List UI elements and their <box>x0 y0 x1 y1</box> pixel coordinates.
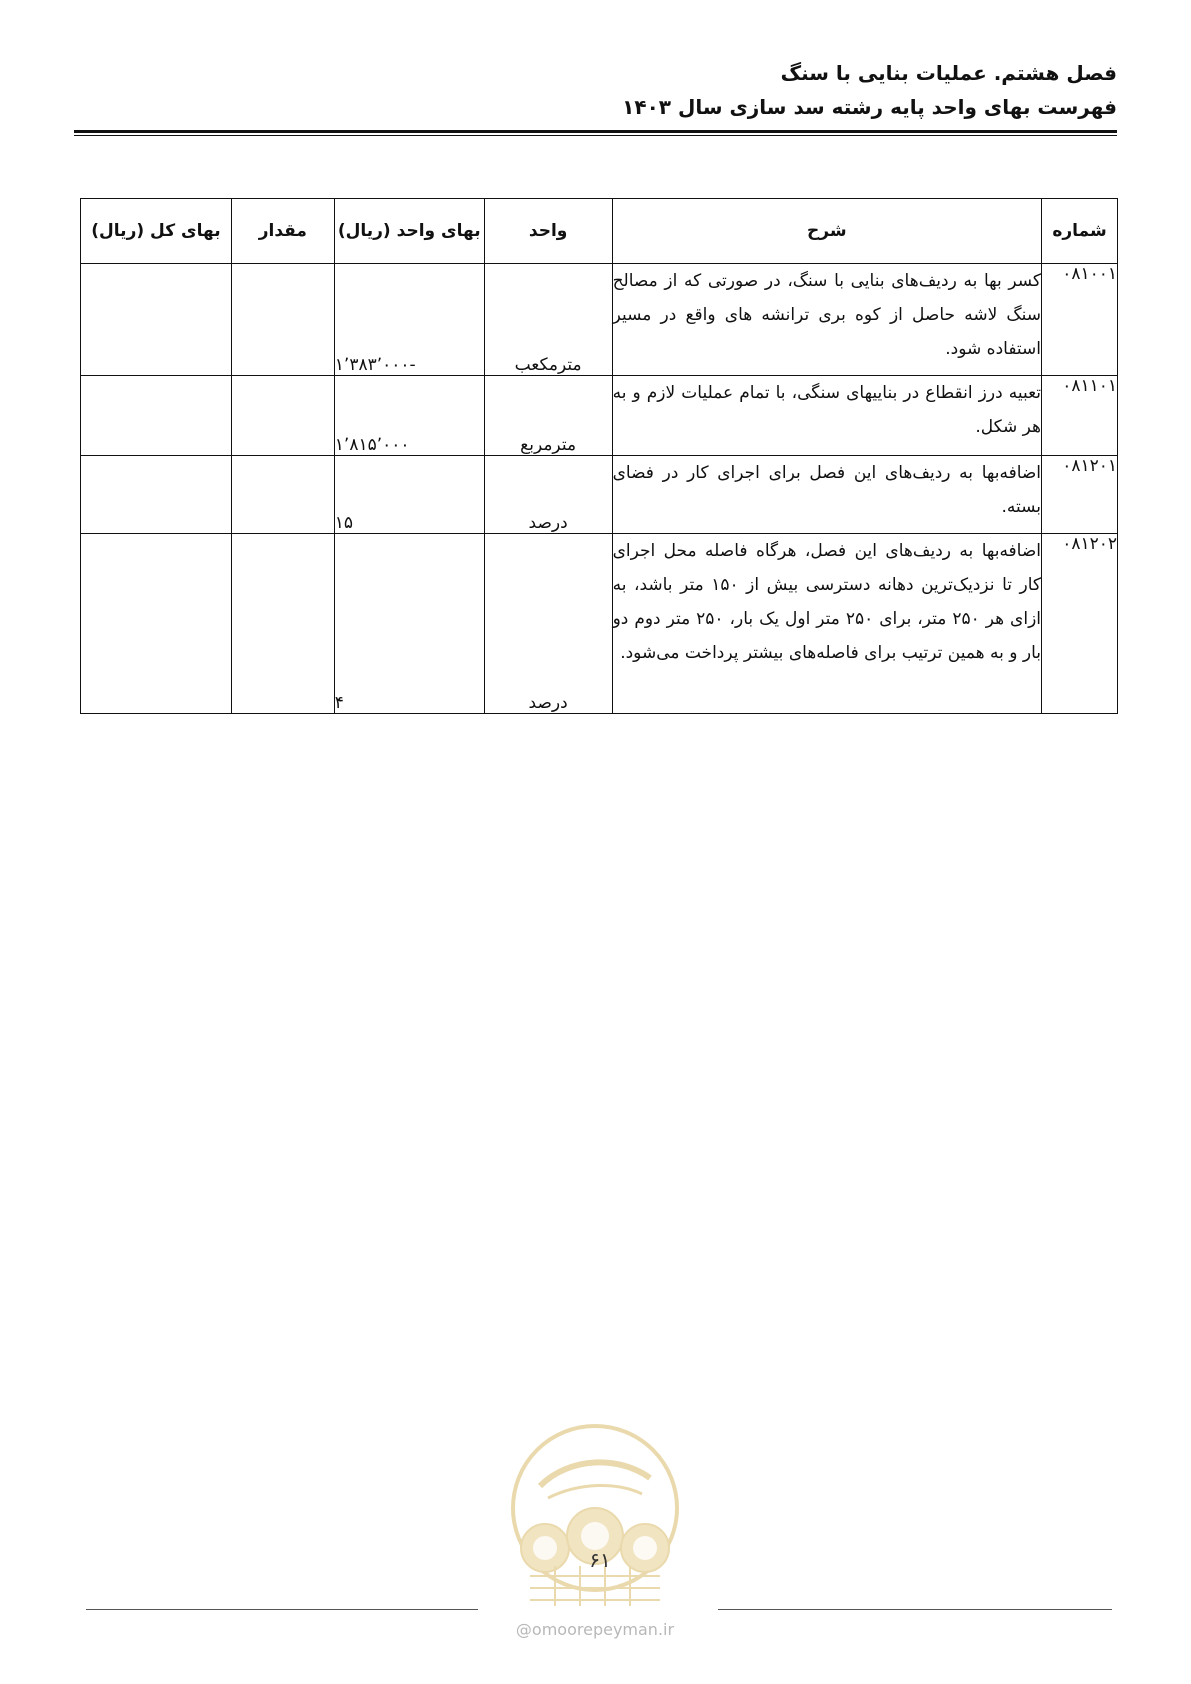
column-header-description: شرح <box>612 199 1041 264</box>
footer-rule-left <box>86 1609 478 1610</box>
row-number: ۰۸۱۲۰۱ <box>1042 456 1118 534</box>
table-row <box>81 376 1118 456</box>
column-header-unit: واحد <box>484 199 612 264</box>
row-total-price <box>81 534 232 714</box>
page-header <box>74 56 1117 136</box>
row-description: اضافه‌بها به ردیف‌های این فصل برای اجرای کار در فضای بسته. <box>612 456 1041 534</box>
header-rule-thin <box>74 135 1117 136</box>
row-number: ۰۸۱۲۰۲ <box>1042 534 1118 714</box>
row-unit-price: ۱٬۸۱۵٬۰۰۰ <box>334 376 484 456</box>
price-list-table <box>80 198 1118 714</box>
row-description: کسر بها به ردیف‌های بنایی با سنگ، در صورتی که از مصالح سنگ لاشه حاصل از کوه بری ترانشه های واقع در مسیر استفاده شود. <box>612 264 1041 376</box>
header-rule-thick <box>74 130 1117 133</box>
omoorepeyman-logo-icon <box>500 1416 690 1616</box>
row-description: اضافه‌بها به ردیف‌های این فصل، هرگاه فاصله محل اجرای کار تا نزدیک‌ترین دهانه دسترسی بیش از ۱۵۰ متر باشد، به ازای هر ۲۵۰ متر، برای ۲۵۰ متر اول یک بار، ۲۵۰ متر دوم دو بار و به همین ترتیب برای فاصله‌های بیشتر پرداخت می‌شود. <box>612 534 1041 714</box>
row-total-price <box>81 456 232 534</box>
page-number: ۶۱ <box>589 1548 611 1572</box>
row-number: ۰۸۱۰۰۱ <box>1042 264 1118 376</box>
website-url: @omoorepeyman.ir <box>515 1620 675 1639</box>
table-row <box>81 534 1118 714</box>
column-header-number: شماره <box>1042 199 1118 264</box>
row-description: تعبیه درز انقطاع در بناییهای سنگی، با تمام عملیات لازم و به هر شکل. <box>612 376 1041 456</box>
chapter-title: فصل هشتم. عملیات بنایی با سنگ <box>780 61 1117 85</box>
column-header-quantity: مقدار <box>231 199 334 264</box>
row-quantity <box>231 264 334 376</box>
table-row <box>81 456 1118 534</box>
row-unit-price: ۱۵ <box>334 456 484 534</box>
table-header-row <box>81 199 1118 264</box>
footer-rule-right <box>718 1609 1112 1610</box>
row-unit-price: -۱٬۳۸۳٬۰۰۰ <box>334 264 484 376</box>
column-header-unit-price: بهای واحد (ریال) <box>334 199 484 264</box>
column-header-total-price: بهای کل (ریال) <box>81 199 232 264</box>
row-unit-price: ۴ <box>334 534 484 714</box>
row-unit: درصد <box>484 456 612 534</box>
row-number: ۰۸۱۱۰۱ <box>1042 376 1118 456</box>
row-quantity <box>231 456 334 534</box>
table-row <box>81 264 1118 376</box>
row-total-price <box>81 264 232 376</box>
row-quantity <box>231 534 334 714</box>
row-unit: مترمکعب <box>484 264 612 376</box>
page-subtitle: فهرست بهای واحد پایه رشته سد سازی سال ۱۴۰۳ <box>622 95 1117 119</box>
row-total-price <box>81 376 232 456</box>
row-unit: درصد <box>484 534 612 714</box>
row-unit: مترمربع <box>484 376 612 456</box>
row-quantity <box>231 376 334 456</box>
